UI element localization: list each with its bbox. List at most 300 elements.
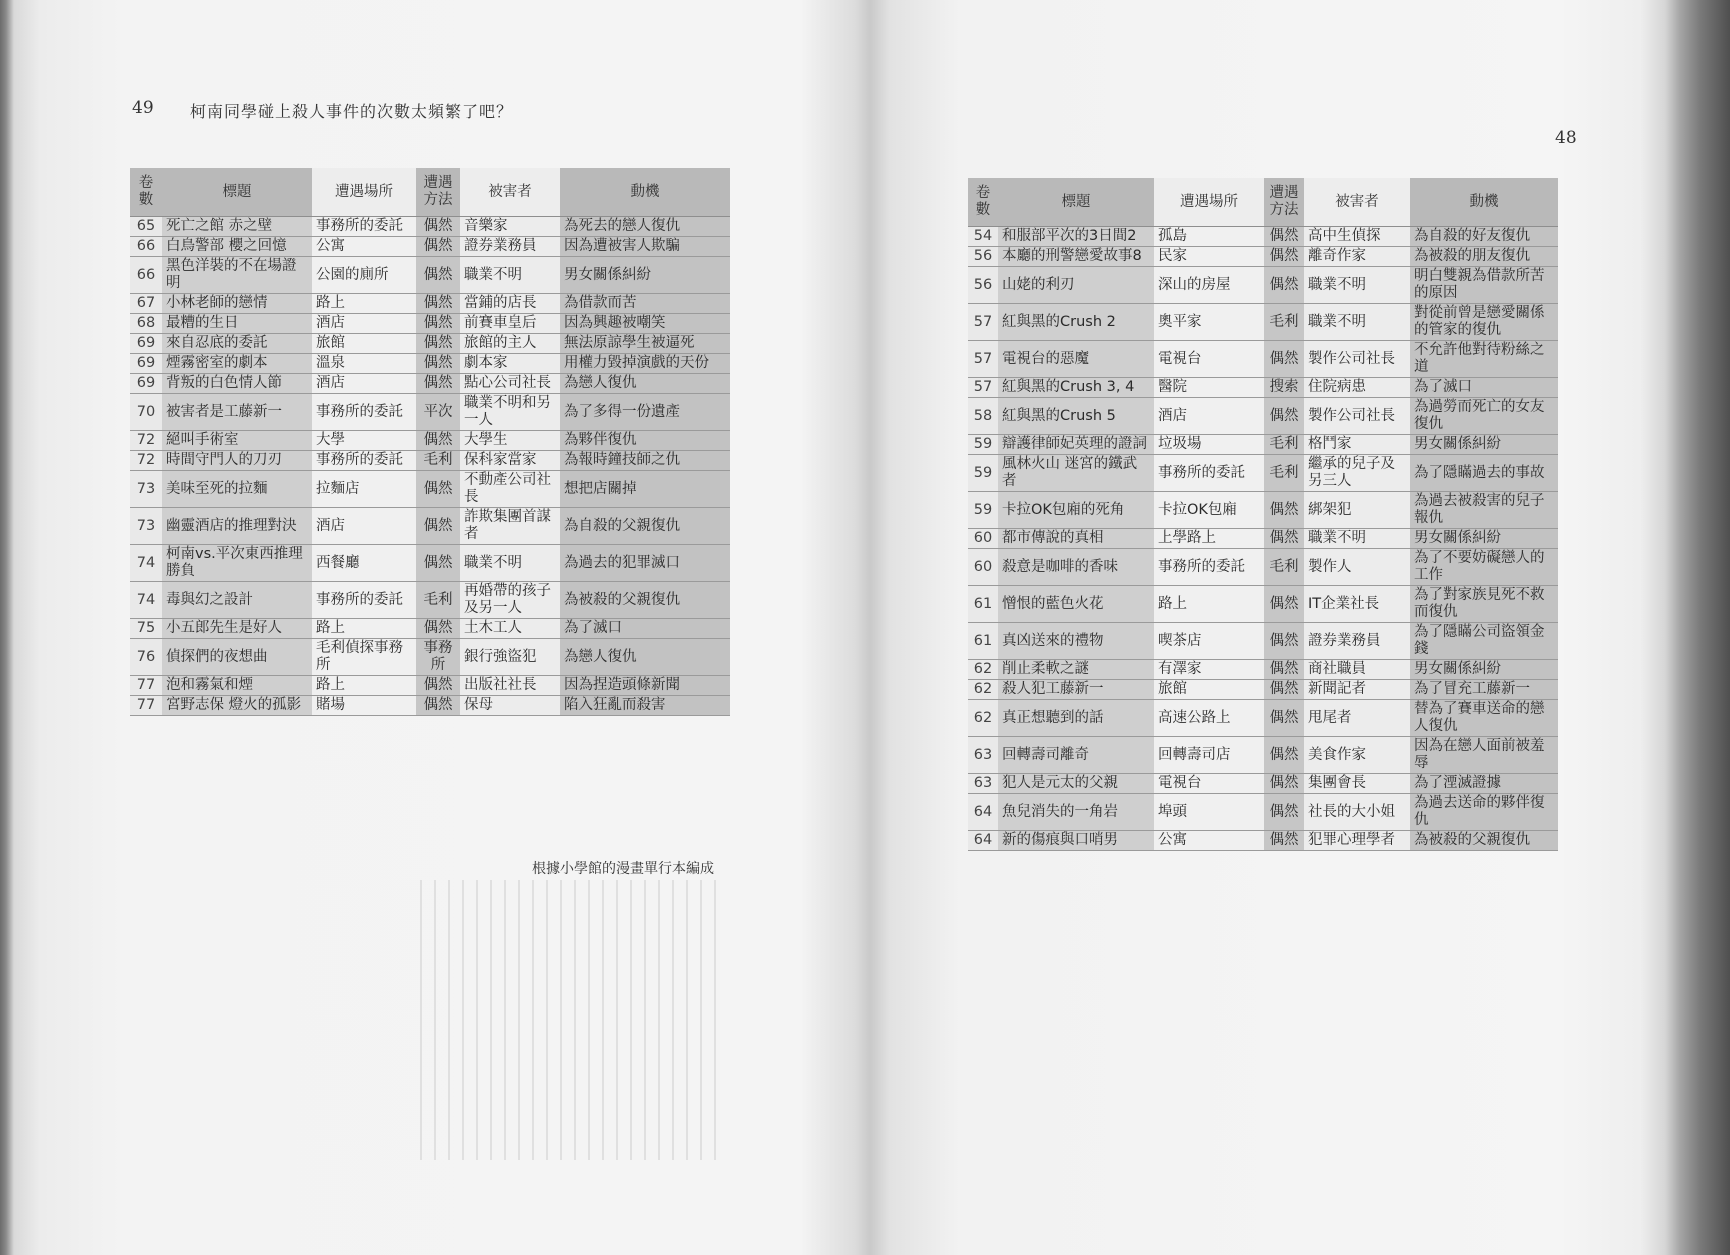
cell-volume: 66 [130,257,162,294]
cell-volume: 59 [968,492,998,529]
cell-place: 酒店 [312,314,416,334]
cell-method: 偶然 [416,374,460,394]
cell-volume: 64 [968,831,998,851]
cell-method: 偶然 [1264,492,1304,529]
cell-victim: 再婚帶的孩子及另一人 [460,582,560,619]
cell-victim: 保母 [460,696,560,716]
cell-volume: 62 [968,700,998,737]
cell-title: 殺人犯工藤新一 [998,680,1154,700]
cell-volume: 72 [130,451,162,471]
cell-title: 紅與黑的Crush 5 [998,398,1154,435]
cell-volume: 62 [968,660,998,680]
cell-victim: 點心公司社長 [460,374,560,394]
cell-victim: 商社職員 [1304,660,1410,680]
cell-title: 背叛的白色情人節 [162,374,312,394]
cell-volume: 61 [968,623,998,660]
cell-motive: 對從前曾是戀愛關係的管家的復仇 [1410,304,1558,341]
cell-motive: 為過去送命的夥伴復仇 [1410,794,1558,831]
cell-victim: 土木工人 [460,619,560,639]
cell-method: 偶然 [416,334,460,354]
cell-place: 旅館 [1154,680,1264,700]
cell-title: 風林火山 迷宮的鐵武者 [998,455,1154,492]
table-row [968,774,1558,794]
cell-motive: 為報時鐘技師之仇 [560,451,730,471]
cell-victim: 音樂家 [460,217,560,237]
header-motive: 動機 [560,168,730,217]
cell-method: 偶然 [416,696,460,716]
cell-victim: 職業不明 [460,545,560,582]
cell-title: 最糟的生日 [162,314,312,334]
cell-victim: 繼承的兒子及另三人 [1304,455,1410,492]
table-row [130,237,730,257]
cell-motive: 陷入狂亂而殺害 [560,696,730,716]
header-victim: 被害者 [460,168,560,217]
cell-title: 宮野志保 燈火的孤影 [162,696,312,716]
cell-victim: 職業不明 [460,257,560,294]
cell-place: 酒店 [312,374,416,394]
cell-volume: 59 [968,435,998,455]
cell-place: 西餐廳 [312,545,416,582]
table-row [968,623,1558,660]
header-title: 標題 [998,178,1154,227]
cell-motive: 為被殺的朋友復仇 [1410,247,1558,267]
cell-title: 新的傷痕與口哨男 [998,831,1154,851]
cell-method: 偶然 [416,508,460,545]
cell-victim: 保科家當家 [460,451,560,471]
table-row [130,582,730,619]
cell-motive: 為死去的戀人復仇 [560,217,730,237]
cell-motive: 男女關係糾紛 [1410,660,1558,680]
cell-title: 憎恨的藍色火花 [998,586,1154,623]
cell-title: 毒與幻之設計 [162,582,312,619]
cell-motive: 為了多得一份遺產 [560,394,730,431]
table-row [968,435,1558,455]
cell-victim: IT企業社長 [1304,586,1410,623]
table-row [968,831,1558,851]
cell-place: 公寓 [1154,831,1264,851]
table-row [130,619,730,639]
cell-title: 小五郎先生是好人 [162,619,312,639]
cell-motive: 為被殺的父親復仇 [1410,831,1558,851]
cell-motive: 為了湮滅證據 [1410,774,1558,794]
table-row [968,700,1558,737]
table-row [130,696,730,716]
cell-title: 真正想聽到的話 [998,700,1154,737]
cell-motive: 為借款而苦 [560,294,730,314]
cell-victim: 職業不明 [1304,529,1410,549]
cell-method: 毛利 [1264,549,1304,586]
table-row [130,545,730,582]
cell-method: 搜索 [1264,378,1304,398]
cell-victim: 詐欺集團首謀者 [460,508,560,545]
cell-victim: 高中生偵探 [1304,227,1410,247]
cell-title: 偵探們的夜想曲 [162,639,312,676]
cell-title: 魚兒消失的一角岩 [998,794,1154,831]
table-row [968,794,1558,831]
cell-victim: 不動產公司社長 [460,471,560,508]
table-row [968,267,1558,304]
cell-title: 煙霧密室的劇本 [162,354,312,374]
table-row [968,737,1558,774]
cell-motive: 無法原諒學生被逼死 [560,334,730,354]
cell-title: 卡拉OK包廂的死角 [998,492,1154,529]
cell-place: 民家 [1154,247,1264,267]
table-row [968,529,1558,549]
cell-place: 公園的廁所 [312,257,416,294]
cell-volume: 70 [130,394,162,431]
cell-title: 殺意是咖啡的香味 [998,549,1154,586]
cell-method: 偶然 [416,676,460,696]
cell-volume: 69 [130,354,162,374]
cell-victim: 犯罪心理學者 [1304,831,1410,851]
cell-place: 事務所的委託 [312,451,416,471]
cell-victim: 劇本家 [460,354,560,374]
cell-place: 路上 [312,676,416,696]
cell-volume: 74 [130,545,162,582]
cell-victim: 住院病患 [1304,378,1410,398]
cell-volume: 64 [968,794,998,831]
cell-victim: 新聞記者 [1304,680,1410,700]
table-row [968,378,1558,398]
cell-method: 偶然 [1264,737,1304,774]
cell-title: 和服部平次的3日間2 [998,227,1154,247]
cell-motive: 男女關係糾紛 [1410,435,1558,455]
cell-place: 酒店 [1154,398,1264,435]
cell-title: 小林老師的戀情 [162,294,312,314]
cell-victim: 前賽車皇后 [460,314,560,334]
cell-volume: 57 [968,341,998,378]
table-row [130,294,730,314]
cell-place: 路上 [1154,586,1264,623]
cell-motive: 用權力毀掉演戲的天份 [560,354,730,374]
cell-motive: 因為興趣被嘲笑 [560,314,730,334]
table-row [130,431,730,451]
cell-volume: 57 [968,378,998,398]
cell-volume: 54 [968,227,998,247]
cell-motive: 為了滅口 [1410,378,1558,398]
cell-motive: 不允許他對待粉絲之道 [1410,341,1558,378]
table-header-row [968,178,1558,227]
cell-volume: 65 [130,217,162,237]
cell-place: 電視台 [1154,341,1264,378]
cell-victim: 出版社社長 [460,676,560,696]
cell-method: 偶然 [1264,794,1304,831]
table-row [130,374,730,394]
cell-method: 偶然 [1264,267,1304,304]
cell-title: 黑色洋裝的不在場證明 [162,257,312,294]
cell-title: 美味至死的拉麵 [162,471,312,508]
cell-title: 時間守門人的刀刃 [162,451,312,471]
cell-volume: 69 [130,374,162,394]
cell-place: 卡拉OK包廂 [1154,492,1264,529]
table-row [130,471,730,508]
cell-title: 辯護律師妃英理的證詞 [998,435,1154,455]
table-row [968,455,1558,492]
cell-method: 毛利 [1264,435,1304,455]
cell-motive: 為自殺的好友復仇 [1410,227,1558,247]
cell-volume: 73 [130,471,162,508]
table-row [130,394,730,431]
cell-volume: 69 [130,334,162,354]
cell-title: 紅與黑的Crush 3, 4 [998,378,1154,398]
cell-volume: 60 [968,549,998,586]
cell-method: 平次 [416,394,460,431]
cell-place: 事務所的委託 [312,217,416,237]
source-note: 根據小學館的漫畫單行本編成 [532,861,714,877]
table-row [968,549,1558,586]
cell-method: 偶然 [416,545,460,582]
cell-method: 偶然 [1264,680,1304,700]
cell-method: 偶然 [1264,623,1304,660]
cell-victim: 當鋪的店長 [460,294,560,314]
cell-victim: 證券業務員 [1304,623,1410,660]
cell-title: 犯人是元太的父親 [998,774,1154,794]
cell-method: 偶然 [416,314,460,334]
cell-victim: 離奇作家 [1304,247,1410,267]
cell-volume: 73 [130,508,162,545]
cell-method: 偶然 [1264,700,1304,737]
cell-volume: 56 [968,247,998,267]
cell-title: 被害者是工藤新一 [162,394,312,431]
cell-volume: 63 [968,774,998,794]
cell-victim: 旅館的主人 [460,334,560,354]
cell-victim: 製作公司社長 [1304,398,1410,435]
cell-place: 毛利偵探事務所 [312,639,416,676]
cell-motive: 為戀人復仇 [560,639,730,676]
cell-victim: 甩尾者 [1304,700,1410,737]
cell-motive: 為了滅口 [560,619,730,639]
cell-place: 電視台 [1154,774,1264,794]
cell-method: 毛利 [416,451,460,471]
cell-method: 偶然 [1264,247,1304,267]
cell-motive: 為過去的犯罪滅口 [560,545,730,582]
cell-motive: 因為捏造頭條新聞 [560,676,730,696]
cell-volume: 58 [968,398,998,435]
cell-victim: 大學生 [460,431,560,451]
cell-volume: 67 [130,294,162,314]
cell-motive: 為被殺的父親復仇 [560,582,730,619]
cell-title: 幽靈酒店的推理對決 [162,508,312,545]
cell-victim: 集團會長 [1304,774,1410,794]
cell-volume: 60 [968,529,998,549]
cell-title: 絕叫手術室 [162,431,312,451]
cell-victim: 綁架犯 [1304,492,1410,529]
cell-method: 偶然 [416,237,460,257]
header-title: 標題 [162,168,312,217]
table-row [130,314,730,334]
cell-motive: 為過勞而死亡的女友復仇 [1410,398,1558,435]
cell-volume: 77 [130,696,162,716]
cell-title: 山姥的利刃 [998,267,1154,304]
cell-victim: 格鬥家 [1304,435,1410,455]
cell-method: 偶然 [416,257,460,294]
cell-volume: 61 [968,586,998,623]
header-method: 遭遇方法 [1264,178,1304,227]
table-row [968,586,1558,623]
cell-method: 毛利 [416,582,460,619]
cell-method: 偶然 [1264,398,1304,435]
cell-volume: 56 [968,267,998,304]
cell-title: 紅與黑的Crush 2 [998,304,1154,341]
table-row [968,492,1558,529]
cell-motive: 替為了賽車送命的戀人復仇 [1410,700,1558,737]
left-page-number: 49 [132,98,154,118]
cell-place: 喫茶店 [1154,623,1264,660]
cell-place: 事務所的委託 [312,394,416,431]
cell-place: 事務所的委託 [1154,549,1264,586]
cell-motive: 為夥伴復仇 [560,431,730,451]
header-place: 遭遇場所 [1154,178,1264,227]
table-row [968,227,1558,247]
table-row [968,341,1558,378]
table-row [968,660,1558,680]
cell-title: 泡和霧氣和煙 [162,676,312,696]
header-victim: 被害者 [1304,178,1410,227]
cell-motive: 想把店關掉 [560,471,730,508]
cell-place: 垃圾場 [1154,435,1264,455]
cell-motive: 為過去被殺害的兒子報仇 [1410,492,1558,529]
header-volume: 卷數 [968,178,998,227]
cell-motive: 為了隱瞞過去的事故 [1410,455,1558,492]
cell-place: 埠頭 [1154,794,1264,831]
cell-motive: 為了隱瞞公司盜領金錢 [1410,623,1558,660]
table-row [130,508,730,545]
cell-victim: 職業不明 [1304,267,1410,304]
table-row [130,354,730,374]
cell-place: 上學路上 [1154,529,1264,549]
cell-place: 大學 [312,431,416,451]
cell-place: 路上 [312,294,416,314]
table-row [130,217,730,237]
cell-volume: 66 [130,237,162,257]
table-row [130,676,730,696]
cell-motive: 因為在戀人面前被羞辱 [1410,737,1558,774]
cell-place: 賭場 [312,696,416,716]
cell-method: 事務所 [416,639,460,676]
cell-method: 偶然 [416,354,460,374]
cell-title: 真凶送來的禮物 [998,623,1154,660]
cell-volume: 57 [968,304,998,341]
right-case-table [968,178,1558,851]
cell-motive: 因為遭被害人欺騙 [560,237,730,257]
right-page-number: 48 [1555,128,1577,148]
cell-volume: 62 [968,680,998,700]
cell-method: 偶然 [1264,529,1304,549]
cell-victim: 證券業務員 [460,237,560,257]
cell-victim: 社長的大小姐 [1304,794,1410,831]
cell-place: 旅館 [312,334,416,354]
cell-motive: 為了不要妨礙戀人的工作 [1410,549,1558,586]
cell-place: 事務所的委託 [312,582,416,619]
cell-place: 深山的房屋 [1154,267,1264,304]
cell-title: 死亡之館 赤之壁 [162,217,312,237]
cell-place: 醫院 [1154,378,1264,398]
cell-motive: 為自殺的父親復仇 [560,508,730,545]
table-row [968,304,1558,341]
table-row [968,680,1558,700]
left-page-title: 柯南同學碰上殺人事件的次數太頻繁了吧？ [190,102,514,121]
cell-place: 事務所的委託 [1154,455,1264,492]
table-row [968,247,1558,267]
cell-title: 白鳥警部 櫻之回憶 [162,237,312,257]
cell-method: 偶然 [1264,774,1304,794]
header-motive: 動機 [1410,178,1558,227]
cell-motive: 男女關係糾紛 [560,257,730,294]
cell-place: 奧平家 [1154,304,1264,341]
cell-method: 毛利 [1264,304,1304,341]
cell-place: 溫泉 [312,354,416,374]
cell-victim: 職業不明 [1304,304,1410,341]
show-through-text [420,880,720,1160]
header-volume: 卷數 [130,168,162,217]
cell-method: 偶然 [416,619,460,639]
cell-place: 拉麵店 [312,471,416,508]
cell-method: 偶然 [416,217,460,237]
cell-volume: 75 [130,619,162,639]
cell-volume: 76 [130,639,162,676]
cell-title: 都市傳說的真相 [998,529,1154,549]
cell-motive: 為戀人復仇 [560,374,730,394]
cell-place: 酒店 [312,508,416,545]
cell-method: 偶然 [416,294,460,314]
cell-method: 偶然 [1264,341,1304,378]
cell-victim: 美食作家 [1304,737,1410,774]
cell-title: 電視台的惡魔 [998,341,1154,378]
cell-motive: 明白雙親為借款所苦的原因 [1410,267,1558,304]
cell-victim: 製作公司社長 [1304,341,1410,378]
right-page [865,0,1665,1255]
cell-motive: 男女關係糾紛 [1410,529,1558,549]
cell-place: 孤島 [1154,227,1264,247]
table-row [130,334,730,354]
cell-title: 本廳的刑警戀愛故事8 [998,247,1154,267]
cell-place: 有澤家 [1154,660,1264,680]
cell-volume: 77 [130,676,162,696]
cell-method: 偶然 [416,471,460,508]
cell-motive: 為了對家族見死不救而復仇 [1410,586,1558,623]
cell-volume: 74 [130,582,162,619]
header-place: 遭遇場所 [312,168,416,217]
cell-victim: 製作人 [1304,549,1410,586]
cell-title: 柯南vs.平次東西推理勝負 [162,545,312,582]
cell-method: 偶然 [416,431,460,451]
table-row [130,639,730,676]
cell-volume: 68 [130,314,162,334]
left-case-table [130,168,730,716]
cell-title: 來自忍底的委託 [162,334,312,354]
cell-place: 路上 [312,619,416,639]
cell-victim: 銀行強盜犯 [460,639,560,676]
cell-title: 削止柔軟之謎 [998,660,1154,680]
cell-method: 偶然 [1264,586,1304,623]
cell-motive: 為了冒充工藤新一 [1410,680,1558,700]
table-row [130,451,730,471]
cell-title: 回轉壽司離奇 [998,737,1154,774]
cell-place: 高速公路上 [1154,700,1264,737]
table-row [130,257,730,294]
cell-method: 偶然 [1264,660,1304,680]
cell-method: 毛利 [1264,455,1304,492]
cell-place: 公寓 [312,237,416,257]
header-method: 遭遇方法 [416,168,460,217]
cell-volume: 59 [968,455,998,492]
cell-method: 偶然 [1264,831,1304,851]
cell-place: 回轉壽司店 [1154,737,1264,774]
cell-volume: 63 [968,737,998,774]
table-row [968,398,1558,435]
cell-method: 偶然 [1264,227,1304,247]
cell-victim: 職業不明和另一人 [460,394,560,431]
